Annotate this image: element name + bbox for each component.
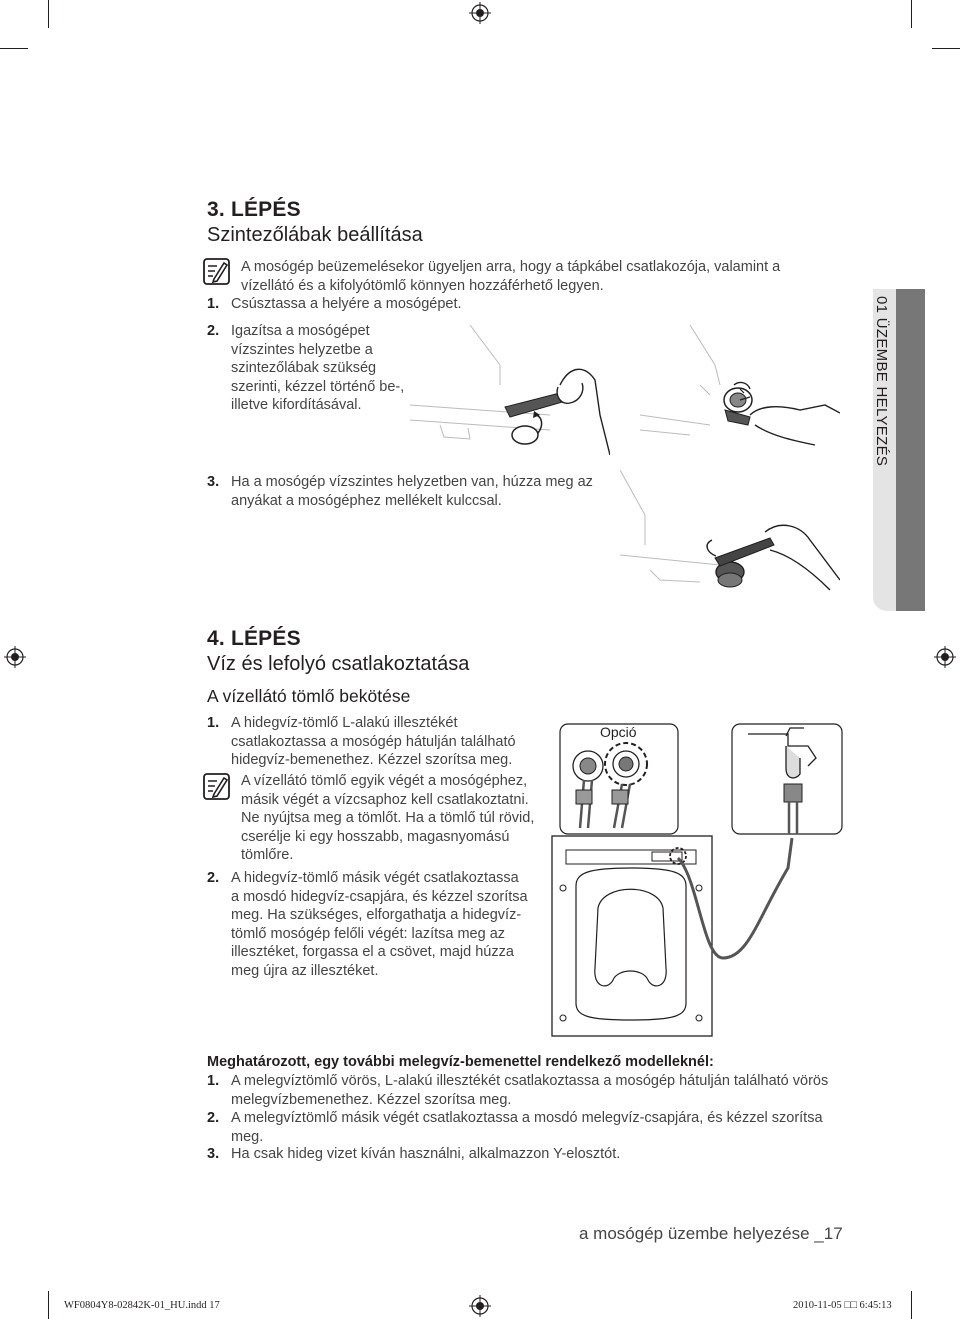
crop-mark [932,48,960,49]
registration-mark-icon [469,2,491,24]
step3-title: 3. LÉPÉS [207,198,301,221]
hot-item-1: 1. A melegvíztömlő vörös, L-alakú illesztékét csatlakoztassa a mosógép hátulján található vörös melegvízbemenethez. Kézzel szorítsa meg. [207,1073,829,1108]
step3-item-1: 1. Csúsztassa a helyére a mosógépet. [207,296,462,312]
step3-item-2: 2. Igazítsa a mosógépet vízszintes helyzetbe a szintezőlábak szükség szerinti, kézzel történő be-, illetve kifordításával. [207,323,405,413]
note-icon [203,258,230,285]
step3-note: A mosógép beüzemelésekor ügyeljen arra, hogy a tápkábel csatlakozója, valamint a vízellátó és a kifolyótömlő könnyen hozzáférhető legyen. [241,259,781,294]
leveling-foot-illustration-2 [640,325,840,465]
hot-item-3: 3. Ha csak hideg vizet kíván használni, alkalmazzon Y-elosztót. [207,1146,621,1162]
slug-file: WF0804Y8-02842K-01_HU.indd 17 [64,1300,220,1311]
page-footer: a mosógép üzembe helyezése _17 [579,1224,843,1243]
step4-subtitle: Víz és lefolyó csatlakoztatása [207,653,470,675]
crop-mark [0,48,28,49]
registration-mark-icon [469,1295,491,1317]
section-heading: A vízellátó tömlő bekötése [207,686,411,706]
registration-mark-icon [4,646,26,668]
step3-subtitle: Szintezőlábak beállítása [207,224,423,246]
leveling-foot-illustration-1 [410,325,610,455]
hose-connection-illustration [548,718,848,1038]
step3-item-3: 3. Ha a mosógép vízszintes helyzetben van, húzza meg az anyákat a mosógéphez mellékelt kulccsal. [207,474,593,509]
crop-mark [911,1291,912,1319]
step4-item-2: 2. A hidegvíz-tömlő másik végét csatlakoztassa a mosdó hidegvíz-csapjára, és kézzel szorítsa meg. Ha szükséges, elforgathatja a hidegvíz- tömlő mosógép felőli végét: lazítsa meg az illesztéket, forgassa el a csövet, majd húzza meg újra az illesztéket. [207,870,528,979]
option-label: Opció [600,724,637,740]
hot-item-2: 2. A melegvíztömlő másik végét csatlakoztassa a mosdó melegvíz-csapjára, és kézzel szorítsa meg. [207,1110,823,1145]
registration-mark-icon [934,646,956,668]
step4-note: A vízellátó tömlő egyik végét a mosógéphez, másik végét a vízcsaphoz kell csatlakoztatni. Ne nyújtsa meg a tömlőt. Ha a tömlő túl rövid, cserélje ki egy hosszabb, magasnyomású tömlőre. [241,773,535,863]
step4-item-1: 1. A hidegvíz-tömlő L-alakú illesztékét csatlakoztassa a mosógép hátulján található hidegvíz-bemenethez. Kézzel szorítsa meg. [207,715,516,768]
side-tab-bar [896,289,925,611]
crop-mark [48,0,49,28]
step4-title: 4. LÉPÉS [207,627,301,650]
slug-date: 2010-11-05 □□ 6:45:13 [793,1300,892,1311]
note-icon [203,773,230,800]
crop-mark [911,0,912,28]
crop-mark [48,1291,49,1319]
hot-water-heading: Meghatározott, egy további melegvíz-bemenettel rendelkező modelleknél: [207,1054,714,1070]
wrench-illustration [620,470,840,610]
